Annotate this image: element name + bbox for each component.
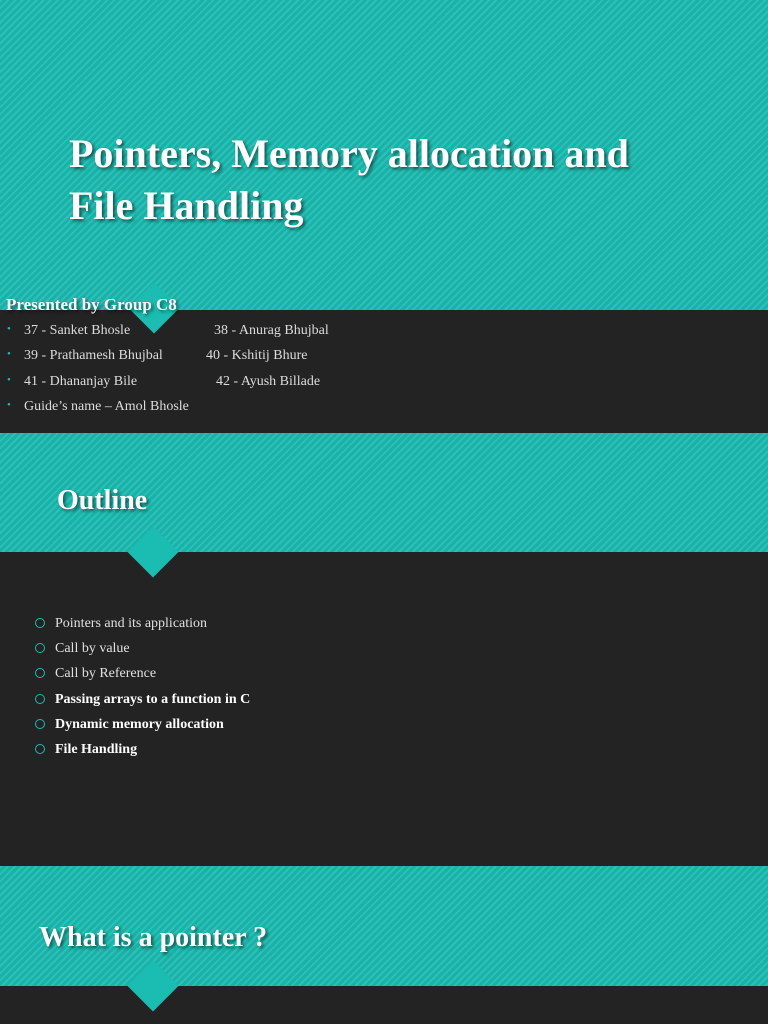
member-left: 41 - Dhananjay Bile (24, 373, 138, 389)
member-row (0, 345, 768, 370)
bullet-icon: • (7, 348, 11, 361)
outline-list (0, 613, 768, 764)
circle-bullet-icon (35, 643, 45, 653)
outline-item-text: Pointers and its application (55, 616, 208, 631)
member-row (0, 396, 768, 421)
member-right: 40 - Kshitij Bhure (206, 348, 308, 364)
outline-item-text: Call by value (55, 641, 130, 657)
slide2-heading: Outline (57, 485, 148, 516)
outline-item-text: Passing arrays to a function in C (55, 691, 251, 707)
member-right: 38 - Anurag Bhujbal (214, 323, 329, 338)
member-right: 42 - Ayush Billade (216, 373, 321, 389)
circle-bullet-icon (35, 618, 45, 628)
member-row (0, 320, 768, 345)
presented-by: Presented by Group C8 (6, 295, 177, 314)
outline-item-text: Dynamic memory allocation (55, 716, 224, 732)
circle-bullet-icon (35, 694, 45, 704)
bullet-icon: • (7, 398, 11, 411)
outline-item (0, 663, 768, 688)
slide1-title-line1: Pointers, Memory allocation and (69, 131, 629, 176)
outline-item (0, 613, 768, 638)
outline-item (0, 638, 768, 663)
member-left: 37 - Sanket Bhosle (24, 323, 131, 338)
member-row (0, 371, 768, 396)
bullet-icon: • (7, 323, 11, 335)
outline-item (0, 739, 768, 764)
circle-bullet-icon (35, 744, 45, 754)
member-list (0, 320, 768, 421)
slide3-heading: What is a pointer ? (39, 922, 268, 953)
circle-bullet-icon (35, 719, 45, 729)
outline-item (0, 689, 768, 714)
outline-item-text: Call by Reference (55, 666, 157, 682)
bullet-icon: • (7, 373, 11, 386)
member-left: 39 - Prathamesh Bhujbal (24, 348, 163, 364)
outline-item-text: File Handling (55, 741, 138, 757)
slide1-title (69, 128, 629, 232)
outline-item (0, 714, 768, 739)
slide3-content-band (0, 986, 768, 1024)
guide-name: Guide’s name – Amol Bhosle (24, 398, 189, 414)
circle-bullet-icon (35, 668, 45, 678)
slide1-title-line2: File Handling (69, 183, 304, 228)
